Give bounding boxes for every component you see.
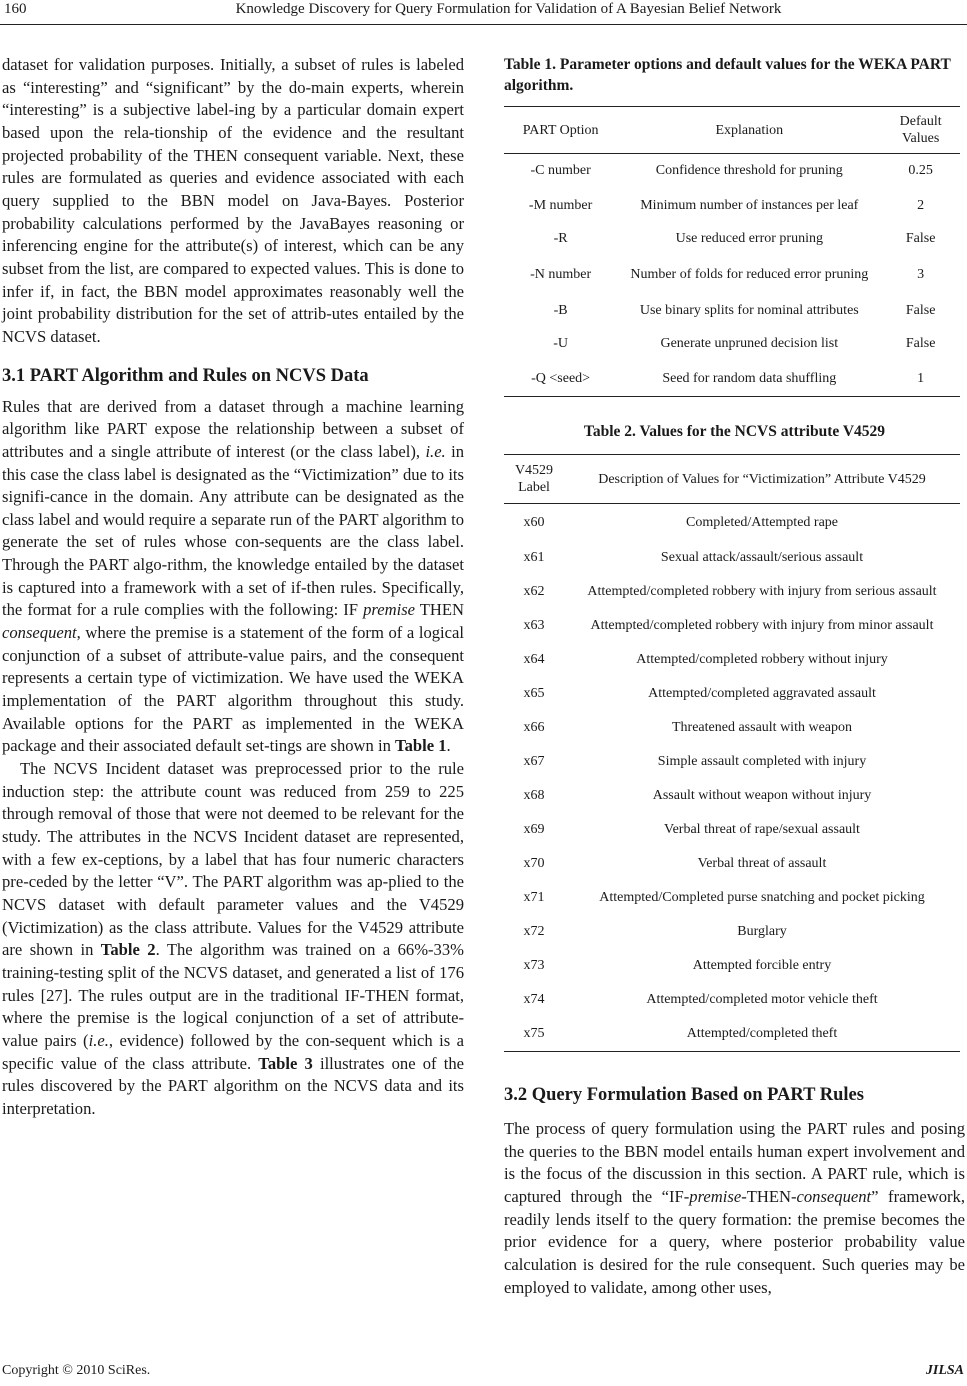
table-cell: False xyxy=(905,336,936,351)
table-cell: Verbal threat of rape/sexual assault xyxy=(664,822,860,837)
table-cell: -N number xyxy=(530,267,592,282)
table-cell: False xyxy=(905,303,936,318)
table-row xyxy=(504,915,960,949)
table-3-reference: Table 3 xyxy=(258,1053,313,1073)
table-row xyxy=(504,643,960,677)
text-run-italic: consequent xyxy=(796,1186,872,1206)
table-cell: x71 xyxy=(523,890,545,905)
paragraph-intro: dataset for validation purposes. Initially, a subset of rules is labeled as “interesting” and “significant” by the do-main experts, wherein “interesting” is a subjective label-ing by a particular domain expert based upon the rela-tionship of the evidence and the resultant projected probability of the THEN consequent variable. Next, these rules are formulated as queries and evidence associated with each query supplied to the BBN model on Java-Bayes. Posterior probability calculations performed by the JavaBayes reasoning or inferencing engine for the attribute(s) of interest, which can be any subset from the list, are compared to expected values. This is done to infer if, in fact, the BBN model approximates reasonably well the joint probability distribution for the set of attrib-utes entailed by the NCVS dataset. xyxy=(2,55,464,346)
table-cell: x66 xyxy=(523,720,545,735)
table-row xyxy=(504,327,960,361)
footer-journal: JILSA xyxy=(925,1363,964,1378)
table-1 xyxy=(504,106,960,397)
table-cell: Threatened assault with weapon xyxy=(672,720,852,735)
text-run: The NCVS Incident dataset was preprocessed prior to the rule induction step: the attribute count was reduced from 259 to 225 through removal of those that were not deemed to be relevant for the study. The attributes in the NCVS Incident dataset are represented, with a few ex-ceptions, by a label that has four numeric characters pre-ceded by the letter “V”. The PART algorithm was ap-plied to the NCVS dataset with default parameter values and the V4529 (Victimization) as the class attribute. Values for the V4529 attribute are shown in xyxy=(2,759,464,960)
table-row xyxy=(504,881,960,915)
table-cell: Assault without weapon without injury xyxy=(652,788,872,803)
table-cell: x62 xyxy=(523,584,545,599)
table-cell: Verbal threat of assault xyxy=(697,856,827,871)
table-cell: Minimum number of instances per leaf xyxy=(640,197,859,213)
table-row xyxy=(504,255,960,295)
text-run: , where the premise is a statement of the form of a logical conjunction of a subset of attribute-value pairs, and the consequent represents a certain type of victimization. We have used the WEKA implementation of the PART algorithm throughout this study. Available options for the PART as implemented in the WEKA package and their associated default set-tings are shown in xyxy=(2,623,464,756)
table-cell: Burglary xyxy=(737,924,787,939)
table-cell: x75 xyxy=(504,1017,564,1052)
table-header-cell: PART Option xyxy=(504,107,617,154)
text-run-italic: i.e. xyxy=(88,1030,109,1050)
paragraph-preprocessing xyxy=(2,758,464,1121)
section-heading-3-1: 3.1 PART Algorithm and Rules on NCVS Data xyxy=(2,365,369,386)
table-cell: -Q <seed> xyxy=(504,361,617,397)
text-run-italic: i.e. xyxy=(425,441,446,461)
table-cell: Attempted/completed aggravated assault xyxy=(648,686,876,701)
right-column xyxy=(504,54,965,1052)
table-cell: 1 xyxy=(881,361,960,397)
table-row xyxy=(504,504,960,542)
footer-copyright: Copyright © 2010 SciRes. xyxy=(2,1363,151,1378)
table-cell: Confidence threshold for pruning xyxy=(655,163,843,178)
table-row xyxy=(504,295,960,327)
running-title: Knowledge Discovery for Query Formulation for Validation of A Bayesian Belief Network xyxy=(235,1,782,17)
table-cell: Number of folds for reduced error pruning xyxy=(630,267,869,282)
table-row xyxy=(504,711,960,745)
table-row xyxy=(504,575,960,609)
table-cell: x68 xyxy=(523,788,545,803)
table-2-caption: Table 2. Values for the NCVS attribute V4529 xyxy=(583,423,886,440)
table-row xyxy=(504,223,960,255)
table-cell: Seed for random data shuffling xyxy=(617,361,881,397)
table-cell: Attempted/completed robbery without injury xyxy=(636,652,888,667)
table-row xyxy=(504,361,960,397)
table-cell: Use reduced error pruning xyxy=(675,231,823,246)
table-cell: x61 xyxy=(523,550,545,565)
table-cell: x67 xyxy=(523,754,545,769)
table-header-cell: V4529 Label xyxy=(504,455,564,504)
table-cell: Attempted/completed robbery with injury from minor assault xyxy=(590,618,934,633)
table-cell: Simple assault completed with injury xyxy=(657,754,867,769)
table-1-caption: Table 1. Parameter options and default values for the WEKA PART algorithm. xyxy=(504,56,951,94)
paragraph-query-formulation xyxy=(504,1118,965,1299)
table-cell: x63 xyxy=(523,618,545,633)
text-run: THEN xyxy=(415,600,465,620)
page-number: 160 xyxy=(4,1,27,17)
table-row xyxy=(504,154,960,189)
text-run: Rules that are derived from a dataset through a machine learning algorithm like PART expose the relationship between a subset of attributes and a single attribute of interest (or the class label), xyxy=(2,396,464,461)
table-header-cell: Explanation xyxy=(617,107,881,154)
left-column xyxy=(2,54,464,1121)
table-cell: Use binary splits for nominal attributes xyxy=(639,303,859,318)
table-cell: -U xyxy=(553,336,569,351)
table-header-cell: Default Values xyxy=(881,107,960,154)
table-row xyxy=(504,813,960,847)
table-cell: False xyxy=(905,231,936,246)
table-row xyxy=(504,949,960,983)
table-cell: Attempted/completed robbery with injury from serious assault xyxy=(587,584,937,599)
table-row xyxy=(504,779,960,813)
table-cell: x74 xyxy=(523,992,545,1007)
text-run: . The algorithm was trained on a 66%-33% training-testing split of the NCVS dataset, and generated a list of 176 rules [27]. The rules output are in the traditional IF-THEN format, where the premise is the logical conjunction of a set of attribute-value pairs ( xyxy=(2,940,464,1050)
table-row xyxy=(504,983,960,1017)
text-run-italic: premise xyxy=(363,600,416,620)
table-cell: x69 xyxy=(523,822,545,837)
table-cell: Attempted/completed motor vehicle theft xyxy=(646,992,878,1007)
table-cell: x72 xyxy=(523,924,545,939)
table-1-reference: Table 1 xyxy=(395,736,447,756)
table-cell: x60 xyxy=(523,514,545,530)
paragraph-part-rules xyxy=(2,396,464,759)
table-row xyxy=(504,1017,960,1052)
table-cell: -R xyxy=(553,231,568,246)
table-cell: 0.25 xyxy=(908,163,933,178)
table-cell: 3 xyxy=(917,267,925,282)
table-cell: Attempted/Completed purse snatching and pocket picking xyxy=(599,890,925,905)
text-run: in this case the class label is designated as the “Victimization” due to its signifi-cance in the domain. Any attribute can be designated as the class label and would require a separate run of the PART algorithm to generate the set of rules whose con-sequents are the class label. Through the PART algo-rithm, the knowledge entailed by the dataset is captured into a framework with a set of if-then rules. Specifically, the format for a rule complies with the following: IF xyxy=(2,441,464,620)
text-run: , evidence) followed by the con-sequent which is a specific value of the class attribute. xyxy=(2,1030,464,1073)
text-run: illustrates one of the rules discovered by the PART algorithm on the NCVS data and its interpretation. xyxy=(2,1053,465,1118)
text-run: ” framework, readily lends itself to the query formation: the premise becomes the prior evidence for a query, where posterior probability value calculation is desired for the rule consequent. Such queries may be employed to validate, among other uses, xyxy=(504,1186,965,1297)
table-row xyxy=(504,677,960,711)
table-2 xyxy=(504,454,960,1052)
table-cell: Sexual attack/assault/serious assault xyxy=(660,550,864,565)
table-cell: Attempted/completed theft xyxy=(564,1017,960,1052)
table-cell: Completed/Attempted rape xyxy=(685,514,838,530)
table-cell: x70 xyxy=(523,856,545,871)
text-run: . xyxy=(446,736,451,756)
table-row xyxy=(504,847,960,881)
text-run: The process of query formulation using the PART rules and posing the queries to the BBN model entails human expert involvement and is the focus of the discussion in this section. A PART rule, which is captured through the “IF- xyxy=(504,1119,965,1206)
table-cell: x73 xyxy=(523,958,545,973)
header-rule xyxy=(0,24,967,25)
table-cell: -C number xyxy=(530,163,591,178)
table-cell: Attempted forcible entry xyxy=(692,958,832,973)
table-2-reference: Table 2 xyxy=(100,940,156,960)
section-heading-3-2: 3.2 Query Formulation Based on PART Rules xyxy=(504,1085,864,1105)
table-row xyxy=(504,541,960,575)
page-header xyxy=(0,0,967,30)
table-header-cell: Description of Values for “Victimization” Attribute V4529 xyxy=(564,455,960,504)
table-cell: x65 xyxy=(523,686,545,701)
text-run: -THEN- xyxy=(741,1186,797,1206)
table-cell: x64 xyxy=(523,652,545,667)
table-header-row xyxy=(504,107,960,154)
table-row xyxy=(504,609,960,643)
table-cell: -B xyxy=(553,303,568,318)
text-run-italic: premise xyxy=(689,1186,742,1206)
table-row xyxy=(504,188,960,223)
table-cell: 2 xyxy=(917,197,925,213)
table-cell: -M number xyxy=(528,197,593,213)
table-cell: Generate unpruned decision list xyxy=(660,336,839,351)
table-header-row xyxy=(504,455,960,504)
table-row xyxy=(504,745,960,779)
text-run-italic: consequent xyxy=(2,623,77,643)
